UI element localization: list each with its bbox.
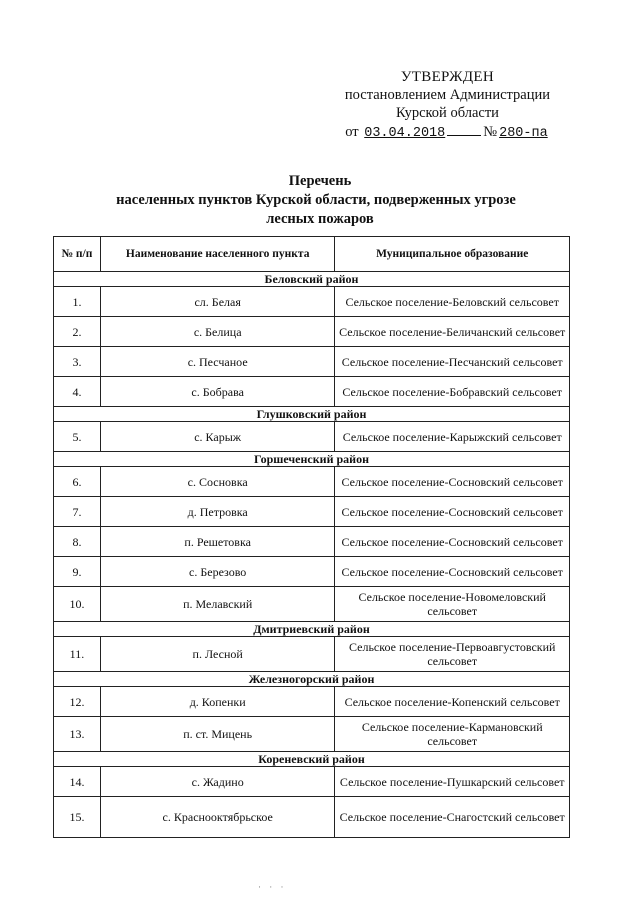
- settlement-name: д. Петровка: [100, 497, 335, 527]
- approval-date: 03.04.2018: [364, 126, 446, 141]
- table-row: [54, 637, 570, 672]
- district-row: [54, 272, 570, 287]
- row-number: 12.: [54, 687, 101, 717]
- district-row: [54, 452, 570, 467]
- row-number: 11.: [54, 637, 101, 672]
- table-row: [54, 767, 570, 797]
- approval-date-line: [345, 123, 550, 143]
- table-row: [54, 527, 570, 557]
- row-number: 9.: [54, 557, 101, 587]
- table-row: [54, 467, 570, 497]
- row-number: 3.: [54, 347, 101, 377]
- title-line-2: населенных пунктов Курской области, подверженных угрозе: [116, 192, 516, 208]
- row-number: 2.: [54, 317, 101, 347]
- settlement-name: п. Лесной: [100, 637, 335, 672]
- number-prefix: №: [483, 124, 498, 140]
- municipality-name: Сельское поселение-Снагостский сельсовет: [335, 797, 570, 838]
- municipality-name: Сельское поселение-Сосновский сельсовет: [335, 527, 570, 557]
- settlement-name: с. Белица: [100, 317, 335, 347]
- table-header-row: [54, 237, 570, 272]
- district-row: [54, 672, 570, 687]
- row-number: 6.: [54, 467, 101, 497]
- municipality-name: Сельское поселение-Песчанский сельсовет: [335, 347, 570, 377]
- settlement-name: с. Песчаное: [100, 347, 335, 377]
- municipality-name: Сельское поселение-Карыжский сельсовет: [335, 422, 570, 452]
- table-row: [54, 377, 570, 407]
- table-row: [54, 687, 570, 717]
- municipality-name: Сельское поселение-Сосновский сельсовет: [335, 557, 570, 587]
- header-municipality: Муниципальное образование: [335, 237, 570, 272]
- header-name: Наименование населенного пункта: [100, 237, 335, 272]
- settlements-table: [53, 236, 570, 838]
- settlement-name: сл. Белая: [100, 287, 335, 317]
- date-underline-gap: [447, 123, 481, 136]
- settlement-name: п. Мелавский: [100, 587, 335, 622]
- row-number: 4.: [54, 377, 101, 407]
- row-number: 5.: [54, 422, 101, 452]
- settlement-name: с. Сосновка: [100, 467, 335, 497]
- title-line-3: лесных пожаров: [266, 211, 374, 227]
- row-number: 14.: [54, 767, 101, 797]
- table-row: [54, 717, 570, 752]
- municipality-name: Сельское поселение-Новомеловский сельсовет: [335, 587, 570, 622]
- municipality-name: Сельское поселение-Беловский сельсовет: [335, 287, 570, 317]
- table-body: [54, 272, 570, 838]
- table-row: [54, 557, 570, 587]
- district-row: [54, 622, 570, 637]
- approval-number: 280-па: [499, 126, 548, 141]
- settlement-name: п. Решетовка: [100, 527, 335, 557]
- settlement-name: с. Бобрава: [100, 377, 335, 407]
- header-num: № п/п: [54, 237, 101, 272]
- row-number: 1.: [54, 287, 101, 317]
- municipality-name: Сельское поселение-Сосновский сельсовет: [335, 497, 570, 527]
- municipality-name: Сельское поселение-Пушкарский сельсовет: [335, 767, 570, 797]
- title-line-1: Перечень: [288, 173, 352, 189]
- district-name: Кореневский район: [54, 752, 570, 767]
- settlement-name: с. Краснооктябрьское: [100, 797, 335, 838]
- municipality-name: Сельское поселение-Первоавгустовский сельсовет: [335, 637, 570, 672]
- district-name: Глушковский район: [54, 407, 570, 422]
- row-number: 15.: [54, 797, 101, 838]
- table-row: [54, 317, 570, 347]
- municipality-name: Сельское поселение-Сосновский сельсовет: [335, 467, 570, 497]
- settlement-name: п. ст. Мицень: [100, 717, 335, 752]
- table-row: [54, 497, 570, 527]
- approval-block: [345, 68, 550, 143]
- row-number: 7.: [54, 497, 101, 527]
- settlement-name: д. Копенки: [100, 687, 335, 717]
- document-title: [0, 172, 640, 229]
- municipality-name: Сельское поселение-Бобравский сельсовет: [335, 377, 570, 407]
- table-row: [54, 587, 570, 622]
- approval-line-1: постановлением Администрации: [344, 87, 550, 103]
- row-number: 10.: [54, 587, 101, 622]
- approval-line-2: Курской области: [395, 105, 499, 121]
- district-name: Дмитриевский район: [54, 622, 570, 637]
- date-prefix: от: [345, 124, 359, 140]
- settlement-name: с. Жадино: [100, 767, 335, 797]
- district-name: Горшеченский район: [54, 452, 570, 467]
- municipality-name: Сельское поселение-Беличанский сельсовет: [335, 317, 570, 347]
- table-row: [54, 422, 570, 452]
- municipality-name: Сельское поселение-Кармановский сельсовет: [335, 717, 570, 752]
- district-row: [54, 752, 570, 767]
- row-number: 13.: [54, 717, 101, 752]
- municipality-name: Сельское поселение-Копенский сельсовет: [335, 687, 570, 717]
- approved-heading: УТВЕРЖДЕН: [400, 69, 495, 85]
- district-name: Беловский район: [54, 272, 570, 287]
- district-row: [54, 407, 570, 422]
- settlement-name: с. Березово: [100, 557, 335, 587]
- table-row: [54, 797, 570, 838]
- table-row: [54, 347, 570, 377]
- row-number: 8.: [54, 527, 101, 557]
- scan-specks: · · ·: [258, 882, 287, 892]
- settlement-name: с. Карыж: [100, 422, 335, 452]
- district-name: Железногорский район: [54, 672, 570, 687]
- table-row: [54, 287, 570, 317]
